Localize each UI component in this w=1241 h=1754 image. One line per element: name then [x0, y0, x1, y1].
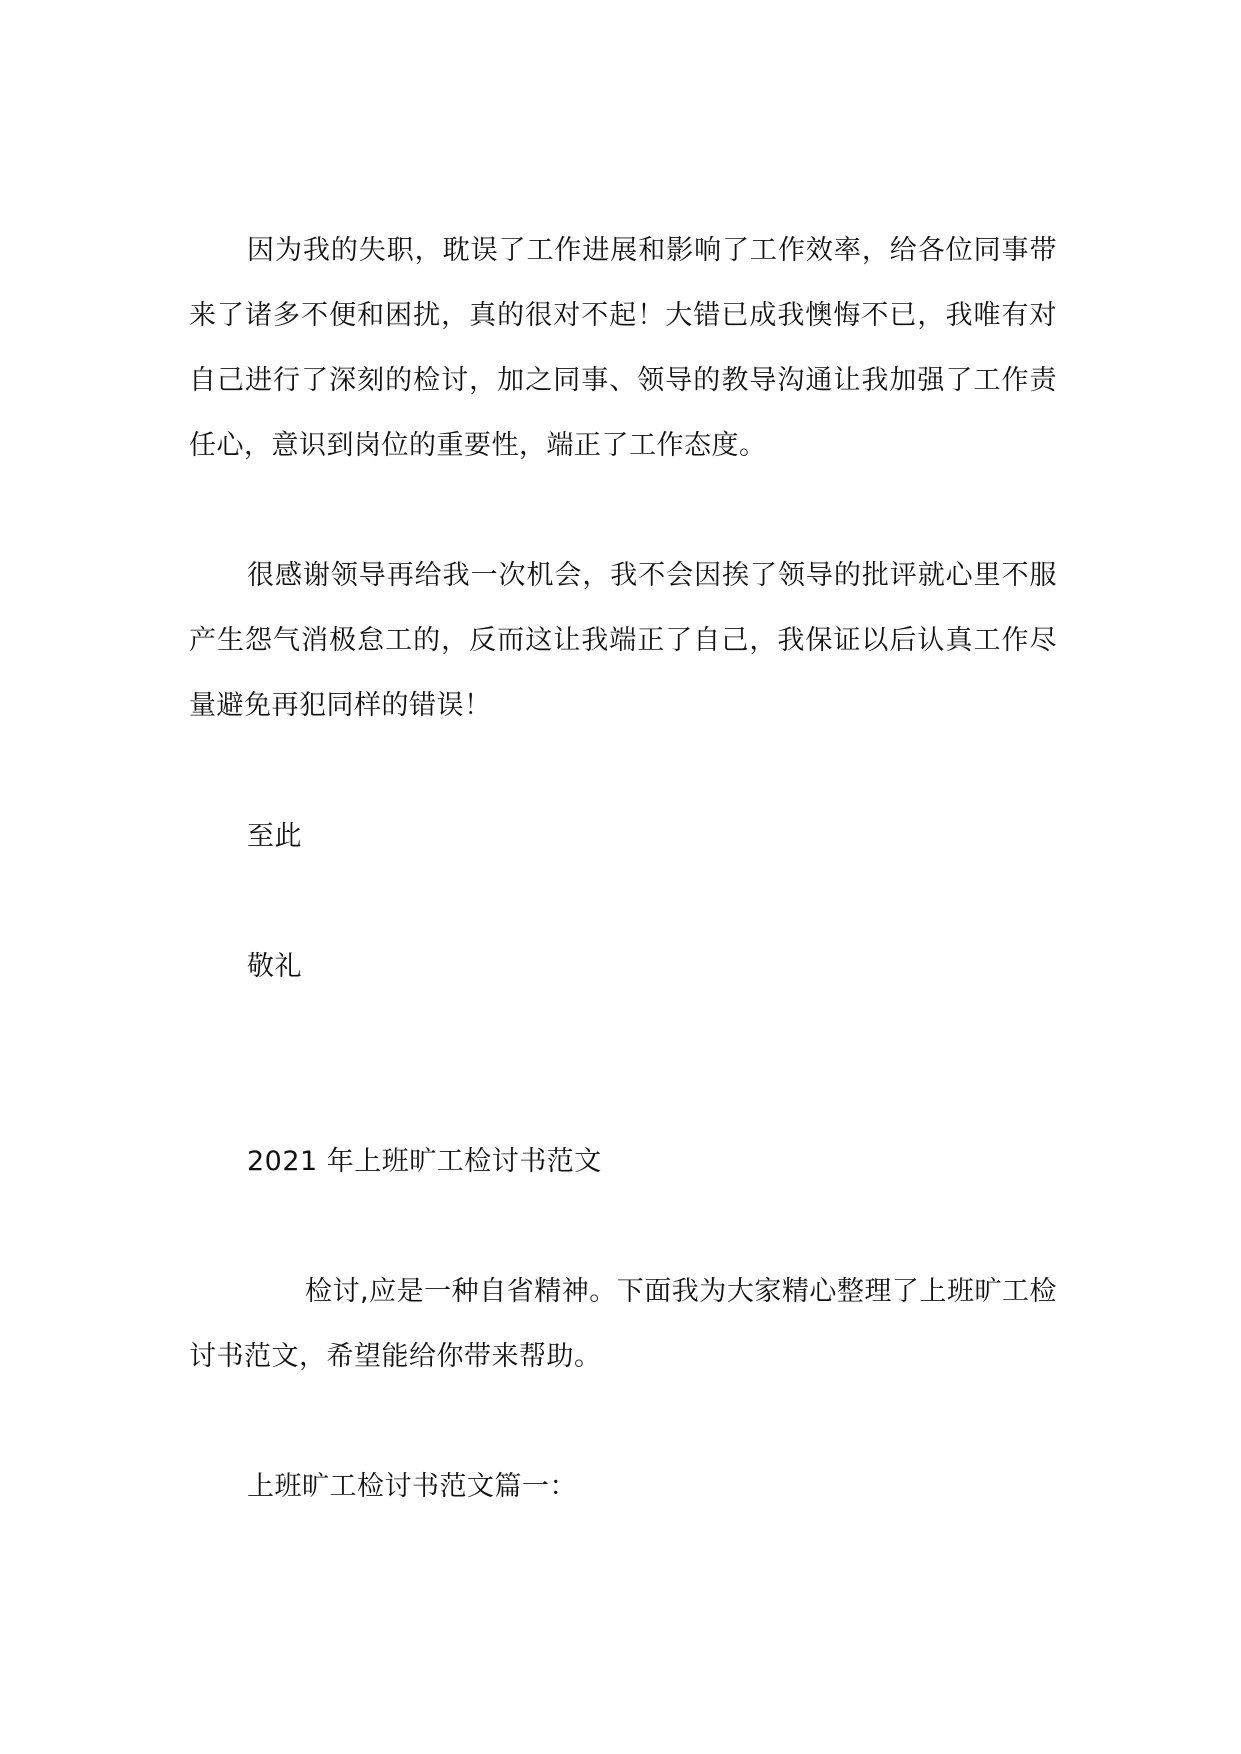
paragraph-gratitude: 很感谢领导再给我一次机会，我不会因挨了领导的批评就心里不服产生怨气消极怠工的，反而这让我端正了自己，我保证以后认真工作尽量避免再犯同样的错误！: [189, 560, 1057, 721]
section-title: 2021 年上班旷工检讨书范文: [247, 1146, 602, 1177]
closing-line-zhici: 至此: [247, 821, 302, 852]
closing-line-jingli: 敬礼: [247, 951, 302, 982]
paragraph-apology: 因为我的失职，耽误了工作进展和影响了工作效率，给各位同事带来了诸多不便和困扰，真的很对不起！大错已成我懊悔不已，我唯有对自己进行了深刻的检讨，加之同事、领导的教导沟通让我加强了工作责任心，意识到岗位的重要性，端正了工作态度。: [189, 235, 1057, 461]
subsection-title: 上班旷工检讨书范文篇一：: [247, 1471, 577, 1502]
paragraph-intro: 检讨,应是一种自省精神。下面我为大家精心整理了上班旷工检讨书范文，希望能给你带来帮助。: [189, 1276, 1057, 1372]
